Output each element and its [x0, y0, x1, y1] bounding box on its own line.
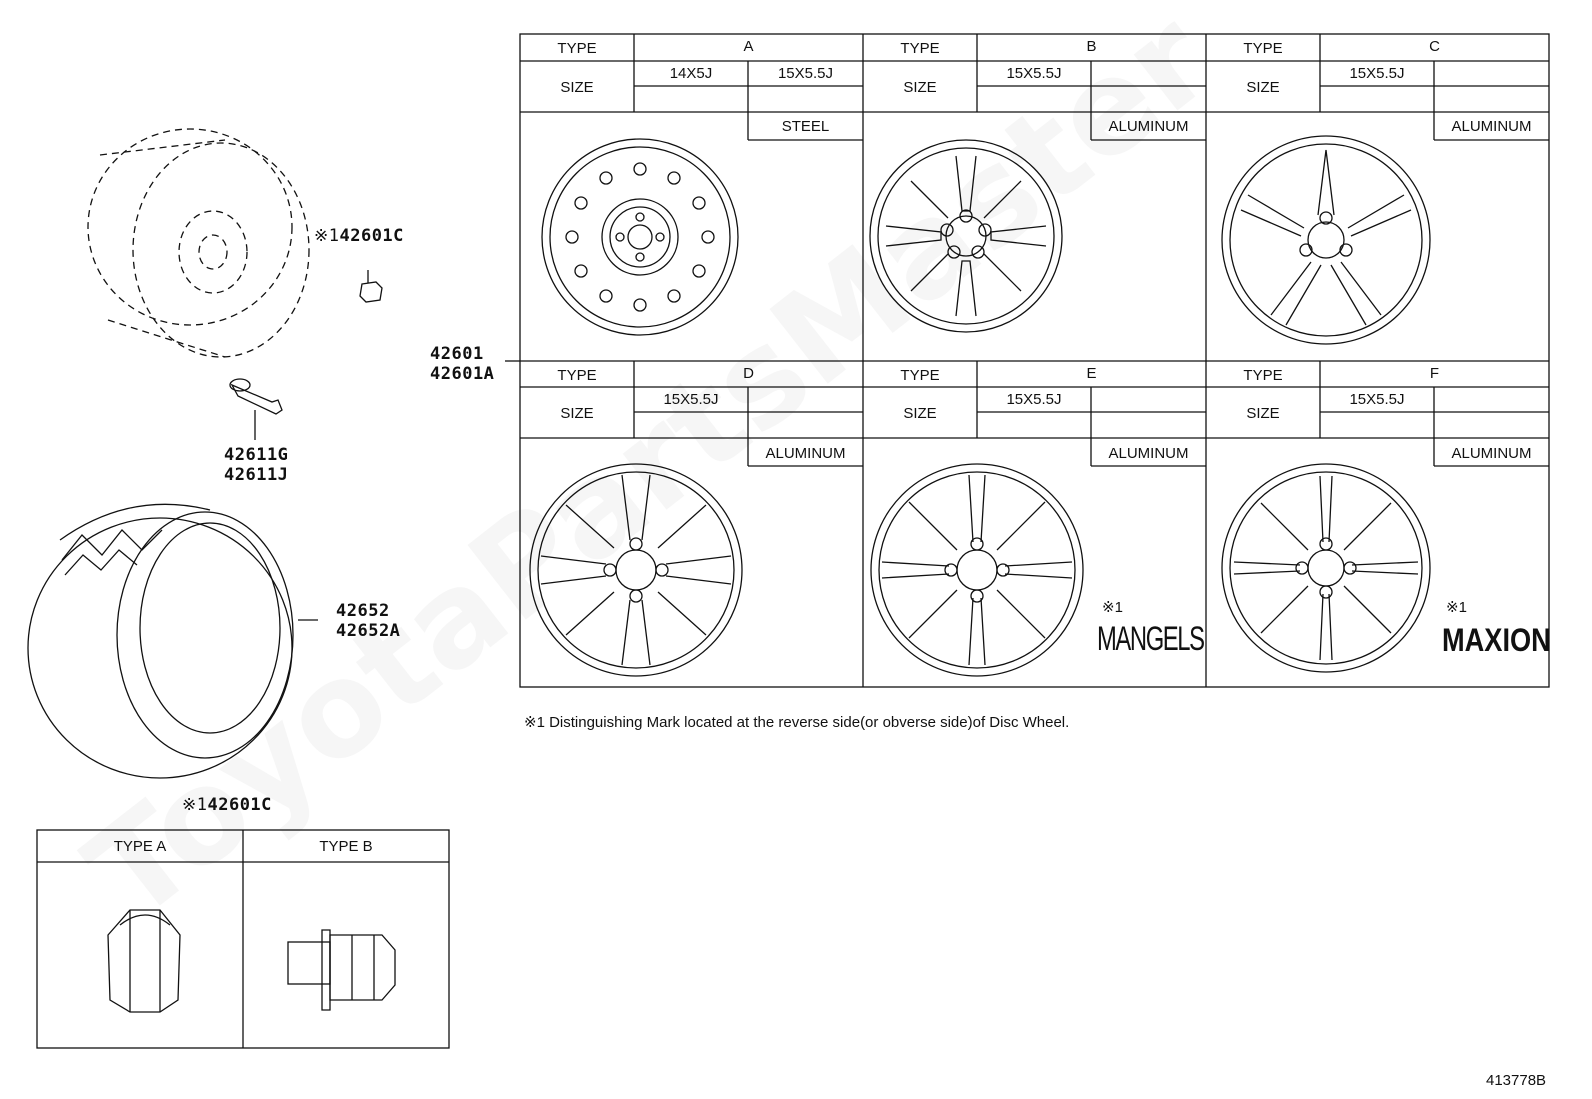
type-value: F	[1429, 365, 1440, 382]
size-value: 15X5.5J	[663, 391, 719, 408]
material-label: STEEL	[781, 118, 830, 135]
part-number[interactable]: 42611J	[224, 465, 289, 485]
nut-type-b-label: TYPE B	[319, 838, 373, 855]
note-mark: ※1	[182, 795, 208, 815]
type-value: E	[1086, 365, 1097, 382]
lug-nut-drawing	[360, 270, 382, 302]
valve-stem-drawing	[230, 379, 282, 440]
part-number[interactable]: 42601	[430, 344, 484, 364]
part-number[interactable]: 42652A	[336, 621, 401, 641]
part-number[interactable]: 42652	[336, 601, 390, 621]
tire-drawing	[28, 504, 318, 778]
note-mark: ※1	[1446, 599, 1467, 616]
part-number[interactable]: 42601C	[207, 795, 272, 815]
type-value: B	[1086, 38, 1097, 55]
size-header: SIZE	[560, 405, 594, 422]
brand-mark-maxion: MAXION	[1442, 622, 1551, 658]
note-mark: ※1	[1102, 599, 1123, 616]
part-number[interactable]: 42611G	[224, 445, 289, 465]
material-label: ALUMINUM	[1108, 445, 1189, 462]
wheel-callout[interactable]	[430, 344, 494, 384]
type-header: TYPE	[1243, 367, 1283, 384]
type-header: TYPE	[557, 40, 597, 57]
size-value: 15X5.5J	[777, 65, 834, 82]
wheel-f-drawing	[1222, 464, 1430, 672]
size-header: SIZE	[560, 79, 594, 96]
size-value: 15X5.5J	[1349, 391, 1405, 408]
type-header: TYPE	[1243, 40, 1283, 57]
nut-table-frame	[37, 830, 449, 1048]
wheel-table-frame	[520, 34, 1549, 687]
type-header: TYPE	[557, 367, 597, 384]
size-header: SIZE	[903, 405, 937, 422]
figure-id: 413778B	[1486, 1072, 1547, 1089]
wheel-e-drawing	[871, 464, 1083, 676]
size-header: SIZE	[1246, 79, 1280, 96]
type-value: A	[743, 38, 754, 55]
size-header: SIZE	[1246, 405, 1280, 422]
nut-type-a-label: TYPE A	[113, 838, 167, 855]
size-header: SIZE	[903, 79, 937, 96]
wheel-d-drawing	[530, 464, 742, 676]
wheel-a-steel-drawing	[542, 139, 738, 335]
type-header: TYPE	[900, 367, 940, 384]
wheel-c-drawing	[1222, 136, 1430, 344]
wheel-assembly-drawing	[88, 129, 309, 357]
brand-mark-mangels: MANGELS	[1097, 620, 1204, 658]
nut-table-callout[interactable]	[182, 795, 272, 815]
type-value: D	[743, 365, 754, 382]
material-label: ALUMINUM	[1108, 118, 1189, 135]
nut-type-a-drawing	[108, 910, 180, 1012]
material-label: ALUMINUM	[1451, 118, 1532, 135]
size-value: 14X5J	[669, 65, 713, 82]
material-label: ALUMINUM	[1451, 445, 1532, 462]
note-mark: ※1	[314, 226, 340, 246]
size-value: 15X5.5J	[1349, 65, 1405, 82]
material-label: ALUMINUM	[765, 445, 846, 462]
type-header: TYPE	[900, 40, 940, 57]
nut-type-b-drawing	[288, 930, 395, 1010]
lug-nut-callout[interactable]	[314, 226, 404, 246]
footnote: ※1 Distinguishing Mark located at the reverse side(or obverse side)of Disc Wheel.	[524, 714, 1070, 731]
type-value: C	[1429, 38, 1440, 55]
tire-callout[interactable]	[336, 601, 400, 641]
part-number[interactable]: 42601A	[430, 364, 495, 384]
part-number[interactable]: 42601C	[339, 226, 404, 246]
valve-callout[interactable]	[224, 445, 288, 485]
size-value: 15X5.5J	[1006, 65, 1062, 82]
wheel-b-drawing	[870, 140, 1062, 332]
size-value: 15X5.5J	[1006, 391, 1062, 408]
